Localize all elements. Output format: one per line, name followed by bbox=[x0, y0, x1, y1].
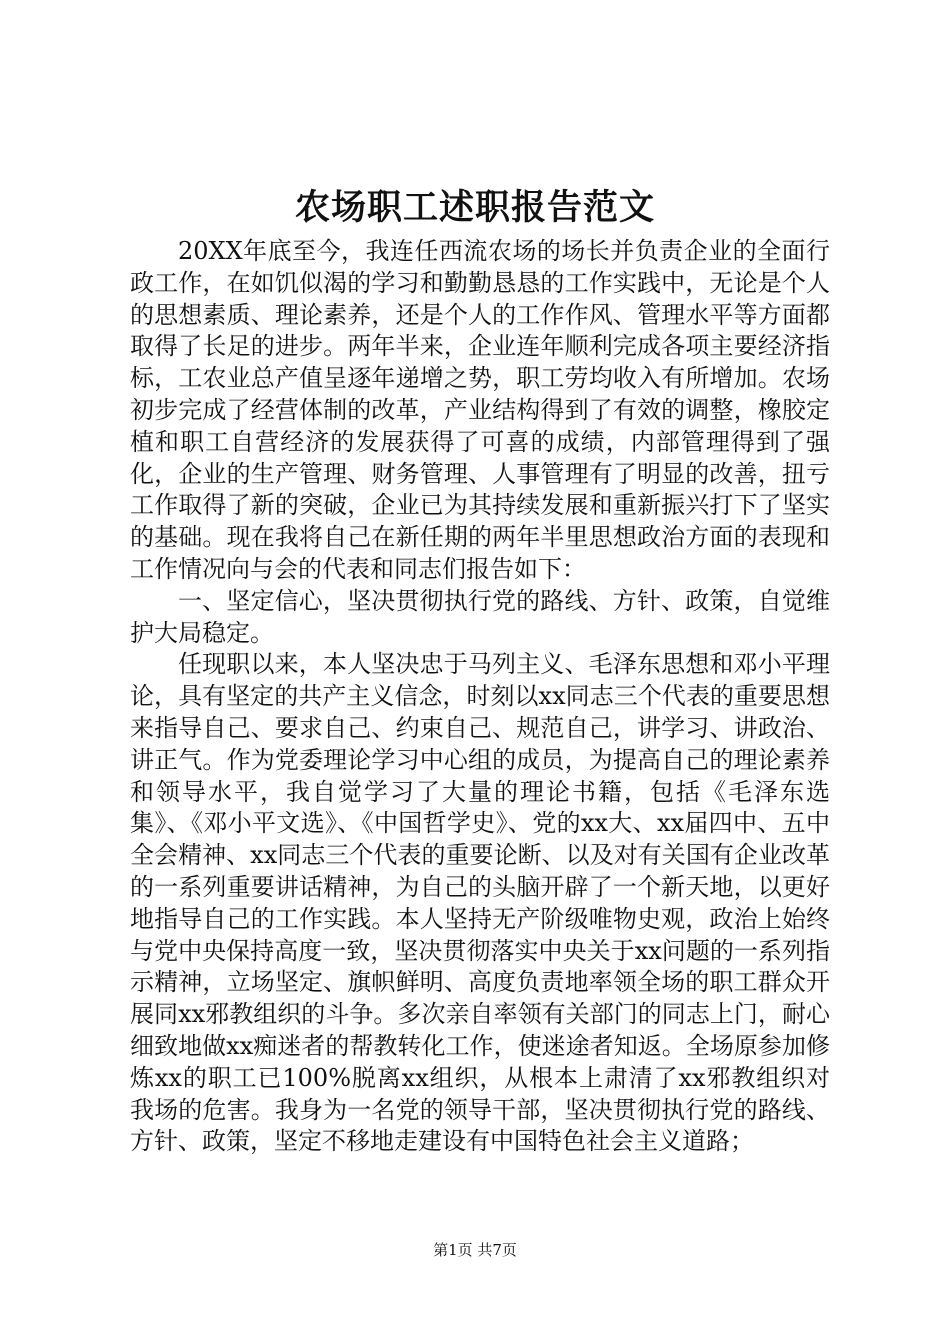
paragraph-intro: 20XX年底至今，我连任西流农场的场长并负责企业的全面行政工作，在如饥似渴的学习和勤勤恳恳的工作实践中，无论是个人的思想素质、理论素养，还是个人的工作作风、管理水平等方面都取得了长足的进步。两年半来，企业连年顺利完成各项主要经济指标，工农业总产值呈逐年递增之势，职工劳均收入有所增加。农场初步完成了经营体制的改革，产业结构得到了有效的调整，橡胶定植和职工自营经济的发展获得了可喜的成绩，内部管理得到了强化，企业的生产管理、财务管理、人事管理有了明显的改善，扭亏工作取得了新的突破，企业已为其持续发展和重新振兴打下了坚实的基础。现在我将自己在新任期的两年半里思想政治方面的表现和工作情况向与会的代表和同志们报告如下： bbox=[130, 237, 830, 583]
paragraph-section-heading: 一、坚定信心，坚决贯彻执行党的路线、方针、政策，自觉维护大局稳定。 bbox=[130, 586, 830, 647]
page-footer: 第1页 共7页 bbox=[433, 1241, 517, 1259]
page-title: 农场职工述职报告范文 bbox=[294, 187, 655, 228]
paragraph-section-body: 任现职以来，本人坚决忠于马列主义、毛泽东思想和邓小平理论，具有坚定的共产主义信念，时刻以xx同志三个代表的重要思想来指导自己、要求自己、约束自己、规范自己，讲学习、讲政治、讲正气。作为党委理论学习中心组的成员，为提高自己的理论素养和领导水平，我自觉学习了大量的理论书籍，包括《毛泽东选集》、《邓小平文选》、《中国哲学史》、党的xx大、xx届四中、五中全会精神、xx同志三个代表的重要论断、以及对有关国有企业改革的一系列重要讲话精神，为自己的头脑开辟了一个新天地，以更好地指导自己的工作实践。本人坚持无产阶级唯物史观，政治上始终与党中央保持高度一致，坚决贯彻落实中央关于xx问题的一系列指示精神，立场坚定、旗帜鲜明、高度负责地率领全场的职工群众开展同xx邪教组织的斗争。多次亲自率领有关部门的同志上门，耐心细致地做xx痴迷者的帮教转化工作，使迷途者知返。全场原参加修炼xx的职工已100%脱离xx组织，从根本上肃清了xx邪教组织对我场的危害。我身为一名党的领导干部，坚决贯彻执行党的路线、方针、政策，坚定不移地走建设有中国特色社会主义道路； bbox=[130, 650, 830, 1156]
document-body bbox=[130, 236, 830, 1158]
